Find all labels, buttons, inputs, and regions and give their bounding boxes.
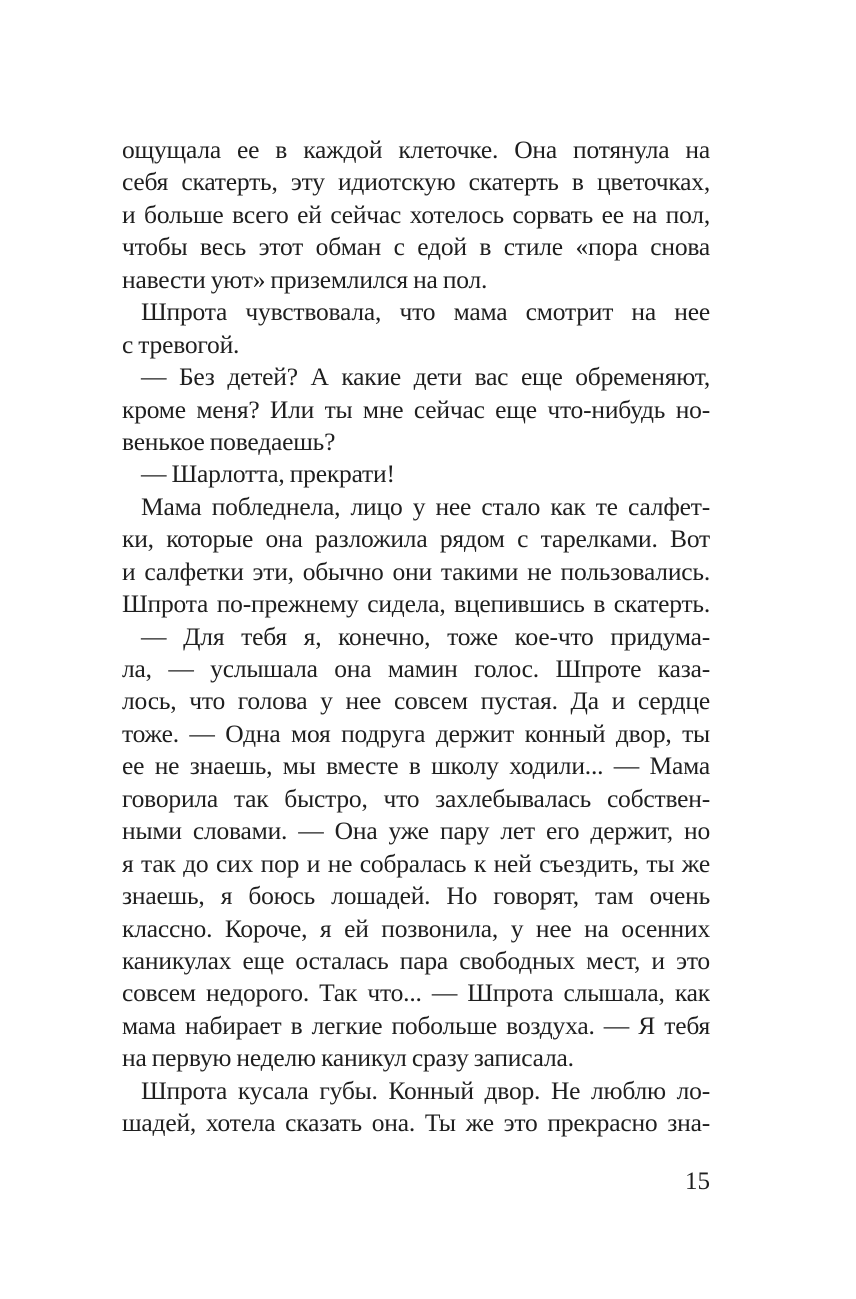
text-line: шадей, хотела сказать она. Ты же это прекрасно зна- [122,1108,710,1138]
page-number: 15 [685,1168,710,1195]
text-line: ла, — услышала она мамин голос. Шпроте каза- [122,654,710,683]
text-line: Шпрота по-прежнему сидела, вцепившись в скатерть. [122,589,710,619]
text-line: венькое поведаешь? [122,426,336,456]
text-line: Шпрота чувствовала, что мама смотрит на нее [141,297,710,327]
text-line: ки, которые она разложила рядом с тарелками. Вот [122,524,710,554]
text-line: и салфетки эти, обычно они такими не пользовались. [122,556,710,586]
text-line: мама набирает в легкие побольше воздуха. — Я тебя [122,1010,710,1040]
text-line: знаешь, я боюсь лошадей. Но говорят, там очень [122,881,710,911]
text-line: я так до сих пор и не собралась к ней съездить, ты же [122,848,710,878]
text-line: каникулах еще осталась пара свободных мест, и это [122,945,710,975]
text-line: тоже. — Одна моя подруга держит конный двор, ты [122,718,710,748]
text-line: ными словами. — Она уже пару лет его держит, но [122,816,710,846]
text-line: — Без детей? А какие дети вас еще обременяют, [141,362,710,392]
text-line: кроме меня? Или ты мне сейчас еще что-нибудь но- [122,394,710,424]
text-line: совсем недорого. Так что... — Шпрота слышала, как [122,978,710,1008]
text-line: навести уют» приземлился на пол. [122,264,488,294]
text-line: чтобы весь этот обман с едой в стиле «пора снова [122,232,710,262]
text-line: ее не знаешь, мы вместе в школу ходили... — Мама [122,751,710,781]
text-line: — Для тебя я, конечно, тоже кое-что придума- [141,621,710,651]
text-line: ощущала ее в каждой клеточке. Она потянула на [122,135,710,164]
text-line: с тревогой. [122,329,240,359]
text-line: Шпрота кусала губы. Конный двор. Не люблю ло- [141,1075,710,1105]
text-line: Мама побледнела, лицо у нее стало как те салфет- [141,491,710,521]
body-text [122,134,710,1140]
text-line: — Шарлотта, прекрати! [141,459,395,489]
text-line: классно. Короче, я ей позвонила, у нее на осенних [122,913,710,943]
text-line: и больше всего ей сейчас хотелось сорвать ее на пол, [122,199,710,229]
text-line: себя скатерть, эту идиотскую скатерть в цветочках, [122,167,710,197]
text-line: говорила так быстро, что захлебывалась собствен- [122,783,710,813]
text-line: на первую неделю каникул сразу записала. [122,1043,574,1073]
text-line: лось, что голова у нее совсем пустая. Да и сердце [122,686,710,716]
